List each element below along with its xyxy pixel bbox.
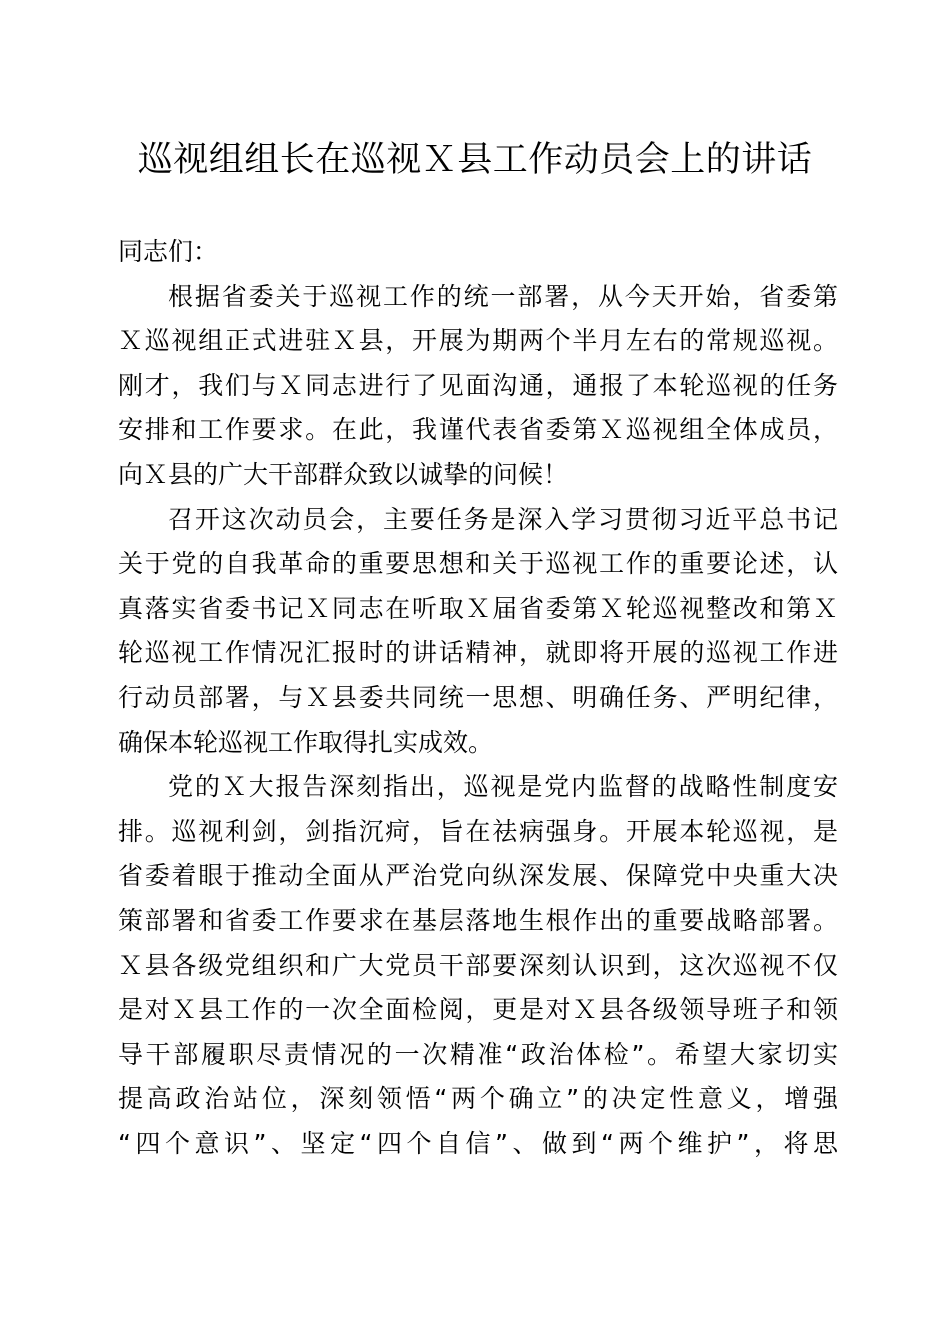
paragraph-2-line: 召开这次动员会，主要任务是深入学习贯彻习近平总书记 [168,504,838,534]
paragraph-3-line: 策部署和省委工作要求在基层落地生根作出的重要战略部署。 [118,905,838,935]
paragraph-1-line: 刚才，我们与Ｘ同志进行了见面沟通，通报了本轮巡视的任务 [118,370,838,400]
paragraph-3-line: 党的Ｘ大报告深刻指出，巡视是党内监督的战略性制度安 [168,772,838,802]
paragraph-3-line: 导干部履职尽责情况的一次精准“政治体检”。希望大家切实 [118,1039,838,1069]
paragraph-2-line: 关于党的自我革命的重要思想和关于巡视工作的重要论述，认 [118,549,838,579]
paragraph-1-line: 安排和工作要求。在此，我谨代表省委第Ｘ巡视组全体成员， [118,415,838,445]
paragraph-3-line: 省委着眼于推动全面从严治党向纵深发展、保障党中央重大决 [118,861,838,891]
document-body [118,230,838,1166]
paragraph-3-line: Ｘ县各级党组织和广大党员干部要深刻认识到，这次巡视不仅 [118,950,838,980]
paragraph-1-line: 根据省委关于巡视工作的统一部署，从今天开始，省委第 [168,281,838,311]
paragraph-1-line: 向Ｘ县的广大干部群众致以诚挚的问候！ [118,459,569,489]
paragraph-2-line: 确保本轮巡视工作取得扎实成效。 [118,727,494,757]
document-title: 巡视组组长在巡视Ｘ县工作动员会上的讲话 [137,140,813,180]
paragraph-3-line: “四个意识”、坚定“四个自信”、做到“两个维护”，将思 [118,1128,838,1158]
paragraph-2-line: 轮巡视工作情况汇报时的讲话精神，就即将开展的巡视工作进 [118,638,838,668]
salutation-line: 同志们： [118,237,219,266]
paragraph-1-line: Ｘ巡视组正式进驻Ｘ县，开展为期两个半月左右的常规巡视。 [118,326,838,356]
paragraph-3-line: 提高政治站位，深刻领悟“两个确立”的决定性意义，增强 [118,1084,838,1114]
paragraph-3-line: 是对Ｘ县工作的一次全面检阅，更是对Ｘ县各级领导班子和领 [118,995,838,1025]
paragraph-2-line: 行动员部署，与Ｘ县委共同统一思想、明确任务、严明纪律， [118,682,838,712]
paragraph-2-line: 真落实省委书记Ｘ同志在听取Ｘ届省委第Ｘ轮巡视整改和第Ｘ [118,593,838,623]
paragraph-3-line: 排。巡视利剑，剑指沉疴，旨在祛病强身。开展本轮巡视，是 [118,816,838,846]
